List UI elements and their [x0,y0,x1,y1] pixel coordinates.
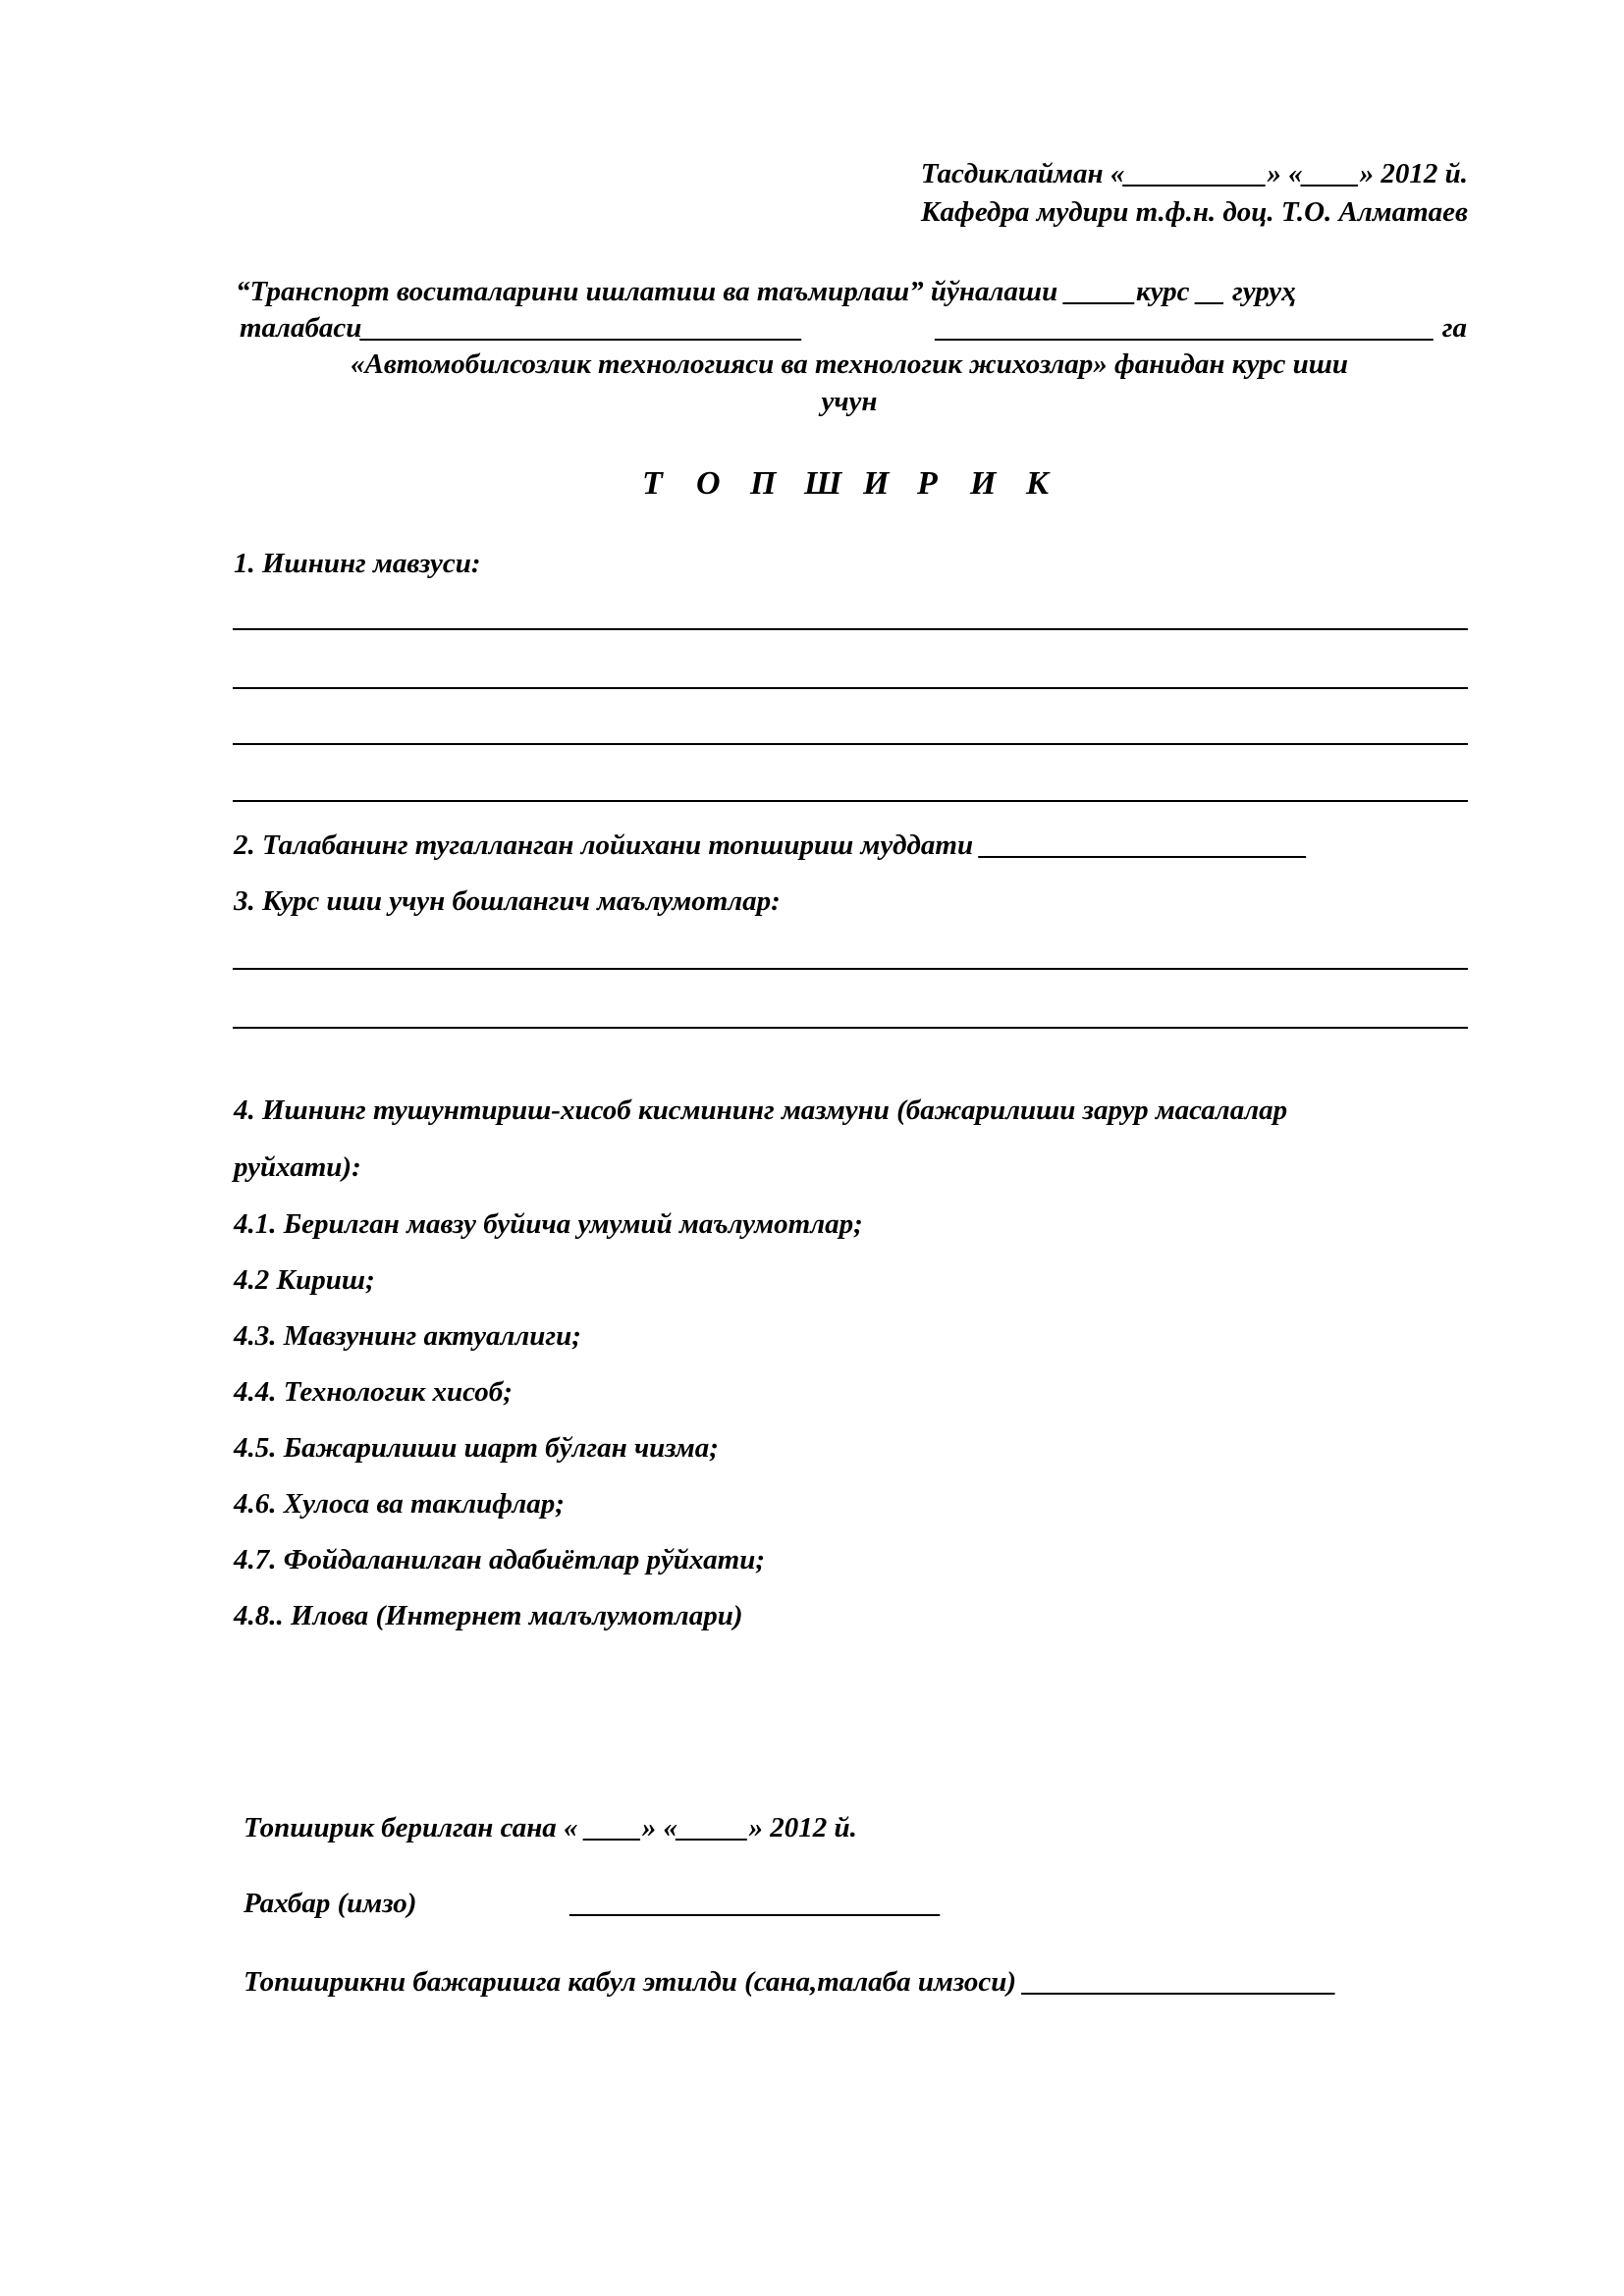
intro-line-1: “Транспорт воситаларини ишлатиш ва таъмирлаш” йўналаши _____курс __ гуруҳ [236,276,1296,307]
section-4-item: 4.6. Хулоса ва таклифлар; [234,1488,565,1520]
department-head-line: Кафедра мудири т.ф.н. доц. Т.О. Алматаев [920,196,1468,228]
supervisor-label: Рахбар (имзо) [244,1888,417,1919]
topic-blank-line [233,743,1468,745]
supervisor-signature-blank: __________________________ [571,1888,942,1919]
title-letter: К [1026,465,1050,502]
topic-blank-line [233,687,1468,689]
section-1-heading: 1. Ишнинг мавзуси: [234,548,481,579]
topic-blank-line [233,628,1468,630]
title-letter: П [750,465,777,502]
intro-line-2-left: талабаси_______________________________ [240,312,803,344]
intro-line-4: учун [821,386,878,417]
section-4-heading-line-1: 4. Ишнинг тушунтириш-хисоб кисмининг мазмуни (бажарилиши зарур масалалар [234,1095,1288,1126]
acceptance-line: Топширикни бажаришга кабул этилди (сана,талаба имзоси) ______________________ [244,1966,1337,1998]
approval-line: Тасдиклайман «__________» «____» 2012 й. [920,158,1468,189]
section-2-deadline: 2. Талабанинг тугалланган лойихани топшириш муддати _______________________ [234,829,1308,861]
section-4-heading-line-2: руйхати): [234,1151,361,1183]
title-letter: Ш [804,465,842,502]
data-blank-line [233,968,1468,970]
section-4-item: 4.3. Мавзунинг актуаллиги; [234,1320,581,1352]
title-letter: Т [642,465,663,502]
section-4-item: 4.2 Кириш; [234,1264,375,1296]
title-letter: Р [917,465,938,502]
intro-line-3: «Автомобилсозлик технологияси ва технологик жихозлар» фанидан курс иши [350,348,1348,380]
section-4-item: 4.4. Технологик хисоб; [234,1376,513,1408]
intro-line-2-right: ___________________________________ га [937,312,1467,344]
title-letter: И [970,465,997,502]
section-4-item: 4.8.. Илова (Интернет малълумотлари) [234,1600,743,1631]
section-4-item: 4.1. Берилган мавзу буйича умумий маълумотлар; [234,1208,863,1240]
section-4-item: 4.7. Фойдаланилган адабиётлар рўйхати; [234,1544,765,1575]
data-blank-line [233,1027,1468,1029]
assignment-date-line: Топширик берилган сана « ____» «_____» 2012 й. [244,1812,857,1843]
title-letter: О [696,465,721,502]
section-4-item: 4.5. Бажарилиши шарт бўлган чизма; [234,1432,719,1464]
title-letter: И [863,465,890,502]
topic-blank-line [233,800,1468,802]
section-3-heading: 3. Курс иши учун бошлангич маълумотлар: [234,885,781,917]
